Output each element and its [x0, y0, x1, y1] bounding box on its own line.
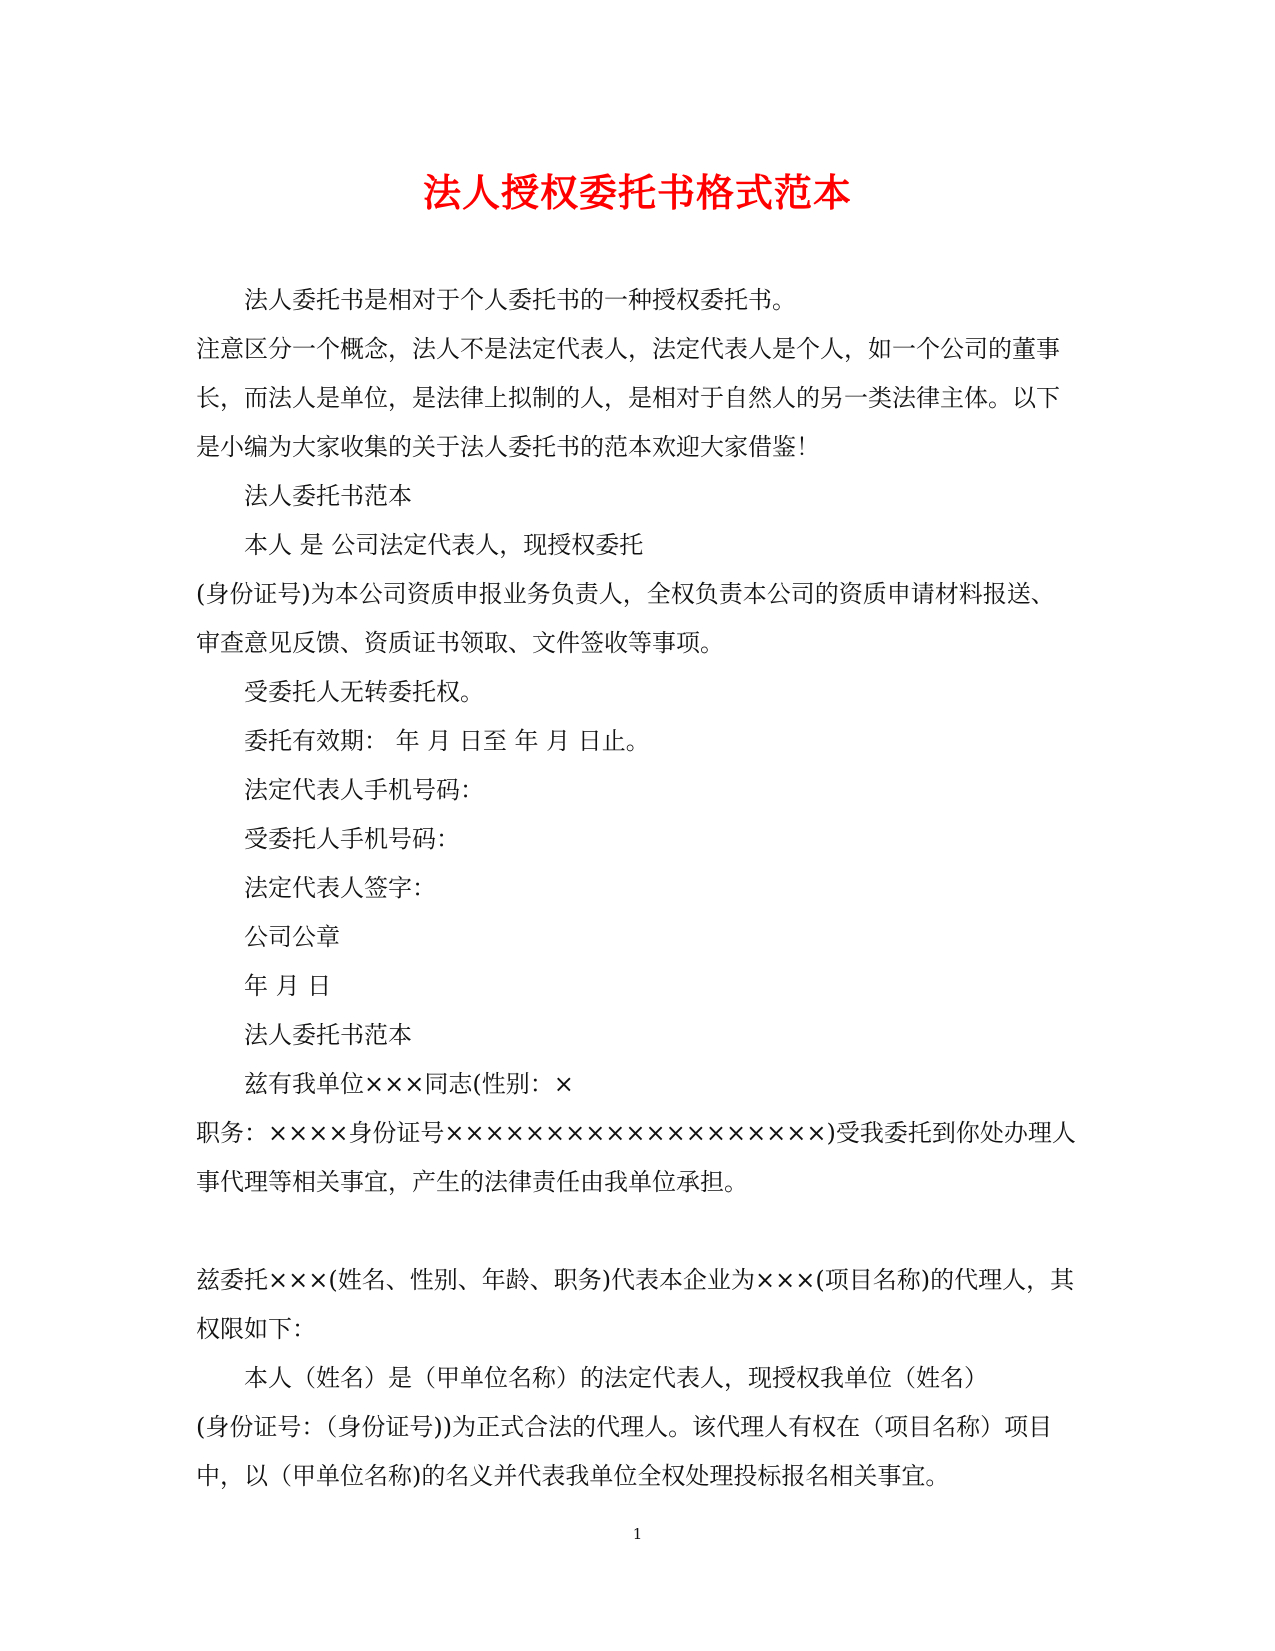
paragraph-validity-period: 委托有效期： 年 月 日至 年 月 日止。 — [244, 727, 650, 755]
paragraph-sample-2-start: 兹有我单位×××同志(性别：× — [244, 1070, 574, 1098]
page-number: 1 — [632, 1525, 643, 1543]
section-heading-sample-1: 法人委托书范本 — [244, 482, 412, 510]
paragraph-sample-2-body: 职务：××××身份证号×××××××××××××××××××)受我委托到你处办理人事代理等相关事宜，产生的法律责任由我单位承担。 — [196, 1119, 1076, 1196]
paragraph-sample-3-legal-rep: 本人（姓名）是（甲单位名称）的法定代表人，现授权我单位（姓名） — [244, 1364, 988, 1392]
field-legal-rep-signature: 法定代表人签字： — [244, 874, 436, 902]
field-agent-phone: 受委托人手机号码： — [244, 825, 460, 853]
blank-line — [196, 1207, 1076, 1256]
paragraph-authorization-start: 本人 是 公司法定代表人，现授权委托 — [244, 531, 644, 559]
paragraph-sample-3-agent: (身份证号：（身份证号))为正式合法的代理人。该代理人有权在（项目名称）项目中，以（甲单位名称)的名义并代表我单位全权处理投标报名相关事宜。 — [196, 1413, 1053, 1490]
paragraph-sample-3-entrust: 兹委托×××(姓名、性别、年龄、职务)代表本企业为×××(项目名称)的代理人，其权限如下： — [196, 1266, 1075, 1343]
document-body — [196, 276, 1076, 1501]
section-heading-sample-2: 法人委托书范本 — [244, 1021, 412, 1049]
field-company-seal: 公司公章 — [244, 923, 340, 951]
paragraph-concept-note: 注意区分一个概念，法人不是法定代表人，法定代表人是个人，如一个公司的董事长，而法人是单位，是法律上拟制的人，是相对于自然人的另一类法律主体。以下是小编为大家收集的关于法人委托书的范本欢迎大家借鉴！ — [196, 335, 1060, 461]
field-date: 年 月 日 — [244, 972, 332, 1000]
paragraph-no-subdelegation: 受委托人无转委托权。 — [244, 678, 484, 706]
document-title: 法人授权委托书格式范本 — [422, 170, 852, 215]
paragraph-intro: 法人委托书是相对于个人委托书的一种授权委托书。 — [244, 286, 796, 314]
paragraph-authorization-scope: (身份证号)为本公司资质申报业务负责人，全权负责本公司的资质申请材料报送、审查意见反馈、资质证书领取、文件签收等事项。 — [196, 580, 1055, 657]
field-legal-rep-phone: 法定代表人手机号码： — [244, 776, 484, 804]
